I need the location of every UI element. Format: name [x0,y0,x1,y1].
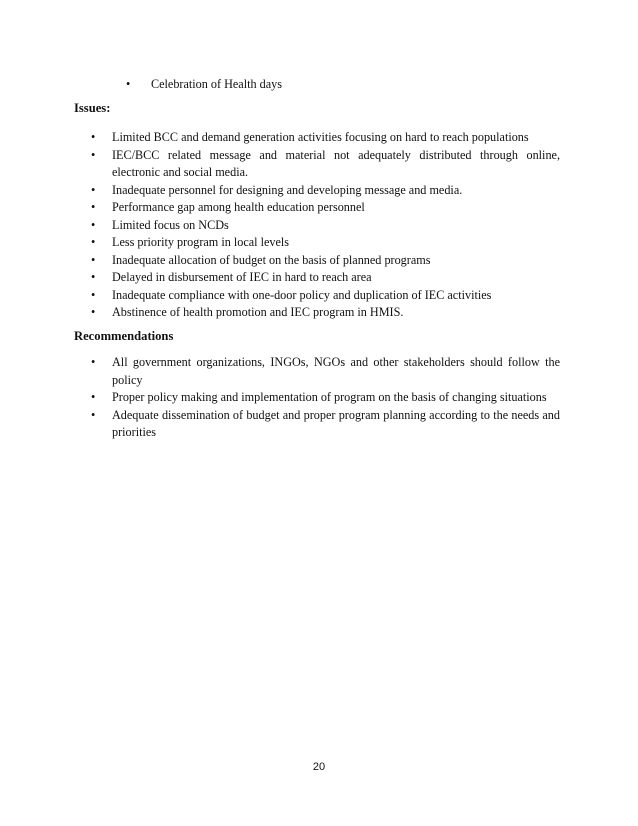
list-item [0,269,638,287]
list-item [0,304,638,322]
list-item-text: Inadequate compliance with one-door policy and duplication of IEC activities [112,287,492,302]
list-item [0,147,638,182]
bullet-marker: • [91,182,96,197]
continued-bullet-item [126,76,282,92]
list-item-text: Less priority program in local levels [112,235,290,249]
bullet-marker: • [91,390,96,404]
recommendations-heading: Recommendations [74,329,174,343]
list-item [0,199,638,217]
list-item [0,182,638,200]
list-item-text: Inadequate allocation of budget on the basis of planned programs [112,252,431,267]
bullet-text: Celebration of Health days [151,77,282,91]
list-item [0,234,638,252]
bullet-marker: • [91,270,96,284]
list-item-text: Delayed in disbursement of IEC in hard to reach area [112,270,372,284]
list-item [0,354,638,389]
bullet-marker: • [91,252,96,267]
bullet-marker: • [91,407,96,422]
list-item-text: Adequate dissemination of budget and proper program planning according to the needs and priorities [112,407,560,439]
bullet-marker: • [91,217,96,232]
bullet-marker: • [91,235,96,249]
list-item-text: Limited BCC and demand generation activities focusing on hard to reach populations [112,130,529,144]
list-item-text: All government organizations, INGOs, NGOs and other stakeholders should follow the policy [112,355,560,387]
list-item [0,252,638,270]
list-item [0,217,638,235]
bullet-marker: • [91,130,96,144]
bullet-marker: • [91,147,96,162]
list-item [0,389,638,407]
list-item-text: Abstinence of health promotion and IEC program in HMIS. [112,305,404,319]
bullet-marker: • [91,200,96,214]
bullet-marker: • [91,305,96,319]
recommendations-list [0,354,638,442]
list-item [0,287,638,305]
bullet-marker: • [126,77,131,91]
list-item-text: Limited focus on NCDs [112,217,229,232]
list-item-text: Proper policy making and implementation of program on the basis of changing situations [112,390,547,404]
list-item-text: Inadequate personnel for designing and developing message and media. [112,182,463,197]
list-item-text: Performance gap among health education personnel [112,200,365,214]
bullet-marker: • [91,287,96,302]
bullet-marker: • [91,355,96,369]
issues-heading: Issues: [74,101,111,115]
list-item [0,407,638,442]
issues-list [0,129,638,322]
list-item-text: IEC/BCC related message and material not adequately distributed through online, electronic and social media. [112,147,560,179]
page-number: 20 [312,761,326,773]
list-item [0,129,638,147]
